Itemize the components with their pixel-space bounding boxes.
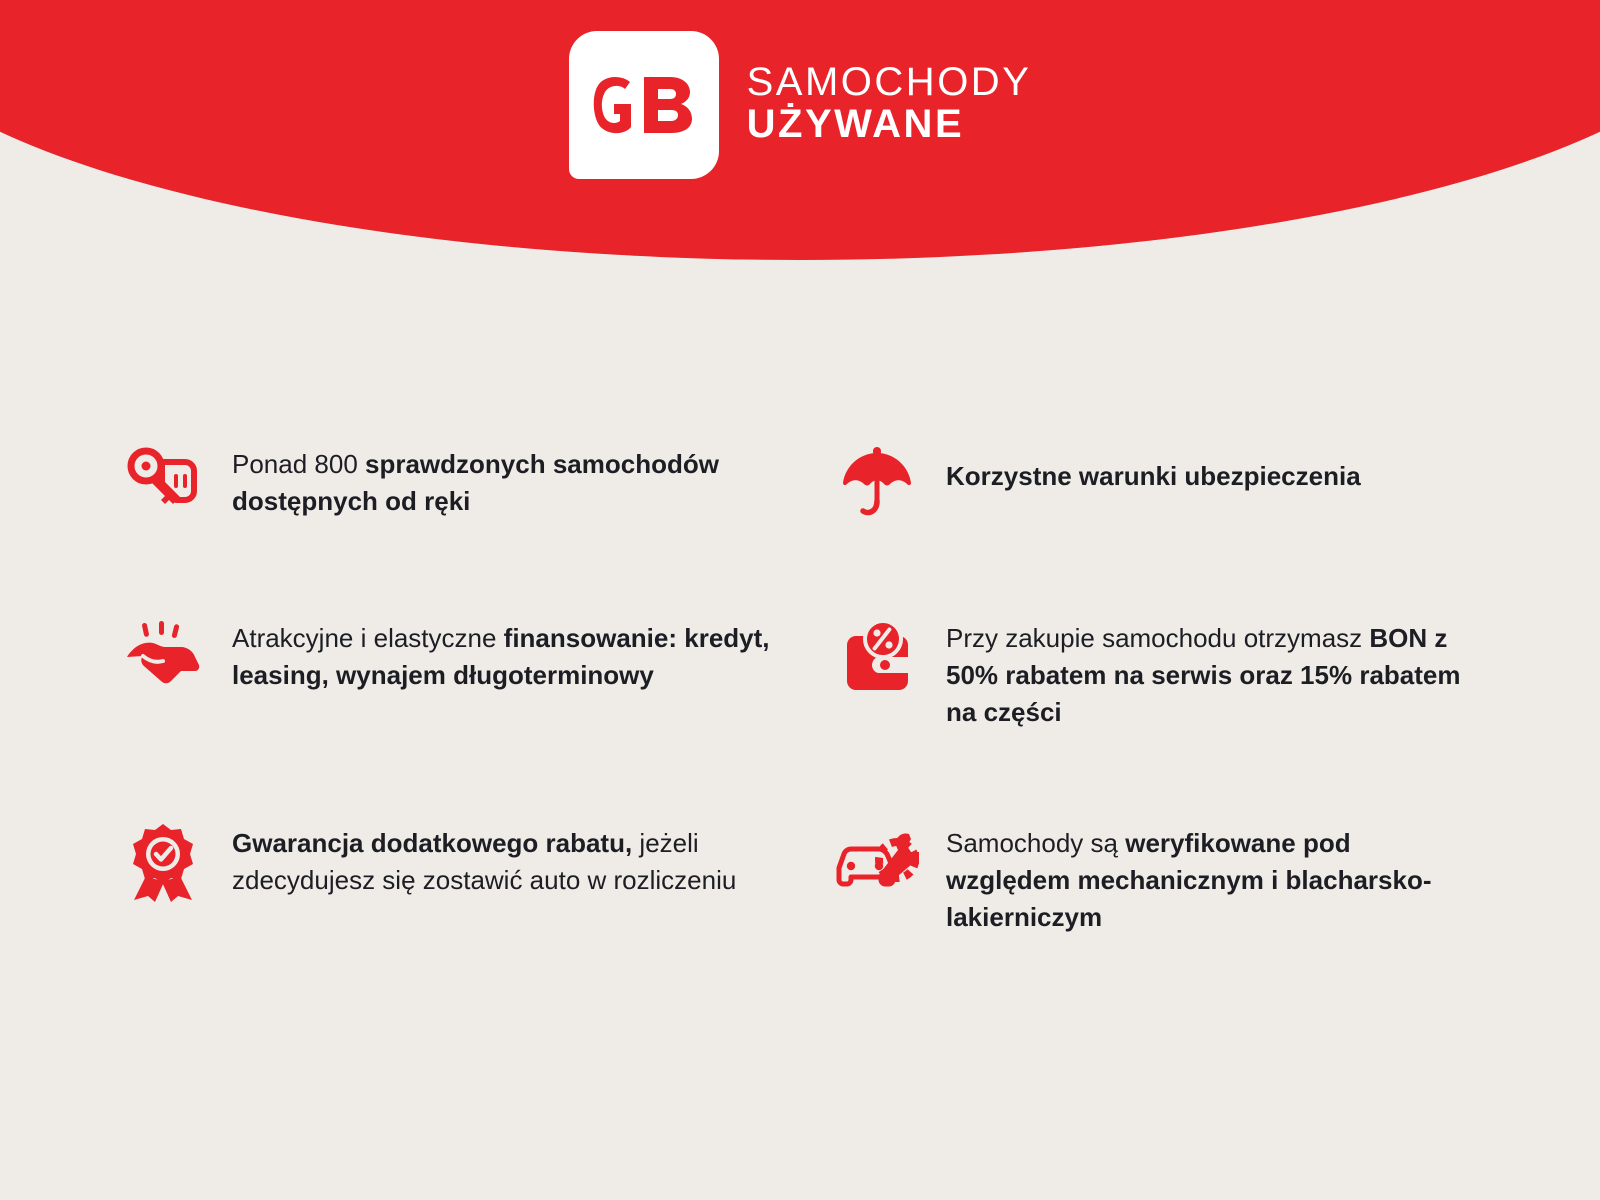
gb-logo-badge bbox=[569, 31, 719, 179]
feature-trade-in-discount bbox=[120, 819, 820, 936]
feature-text: Ponad 800 sprawdzonych samochodów dostępnych od ręki bbox=[232, 449, 719, 516]
feature-insurance bbox=[820, 440, 1520, 526]
brand-line-2: UŻYWANE bbox=[746, 102, 965, 146]
feature-financing bbox=[120, 614, 820, 731]
wallet-discount-icon bbox=[834, 614, 920, 700]
feature-verification bbox=[820, 819, 1520, 936]
brand-title bbox=[747, 61, 1032, 150]
handshake-icon bbox=[120, 614, 206, 700]
brand-lockup bbox=[0, 0, 1600, 210]
keys-icon bbox=[120, 440, 206, 526]
page-header bbox=[0, 0, 1600, 260]
feature-text: Przy zakupie samochodu otrzymasz BON z 50% rabatem na serwis oraz 15% rabatem na części bbox=[946, 623, 1461, 727]
feature-cars-available bbox=[120, 440, 820, 526]
umbrella-icon bbox=[834, 440, 920, 526]
feature-text: Samochody są weryfikowane pod względem mechanicznym i blacharsko-lakierniczym bbox=[946, 827, 1432, 932]
features-grid bbox=[120, 440, 1520, 935]
gb-logo-icon bbox=[592, 74, 696, 136]
feature-text: Korzystne warunki ubezpieczenia bbox=[946, 461, 1361, 491]
feature-text: Gwarancja dodatkowego rabatu, jeżeli zdecydujesz się zostawić auto w rozliczeniu bbox=[232, 827, 737, 895]
brand-line-1: SAMOCHODY bbox=[746, 59, 1032, 104]
car-wrench-icon bbox=[834, 819, 920, 905]
award-check-icon bbox=[120, 819, 206, 905]
feature-service-voucher bbox=[820, 614, 1520, 731]
feature-text: Atrakcyjne i elastyczne finansowanie: kredyt, leasing, wynajem długoterminowy bbox=[232, 623, 770, 690]
